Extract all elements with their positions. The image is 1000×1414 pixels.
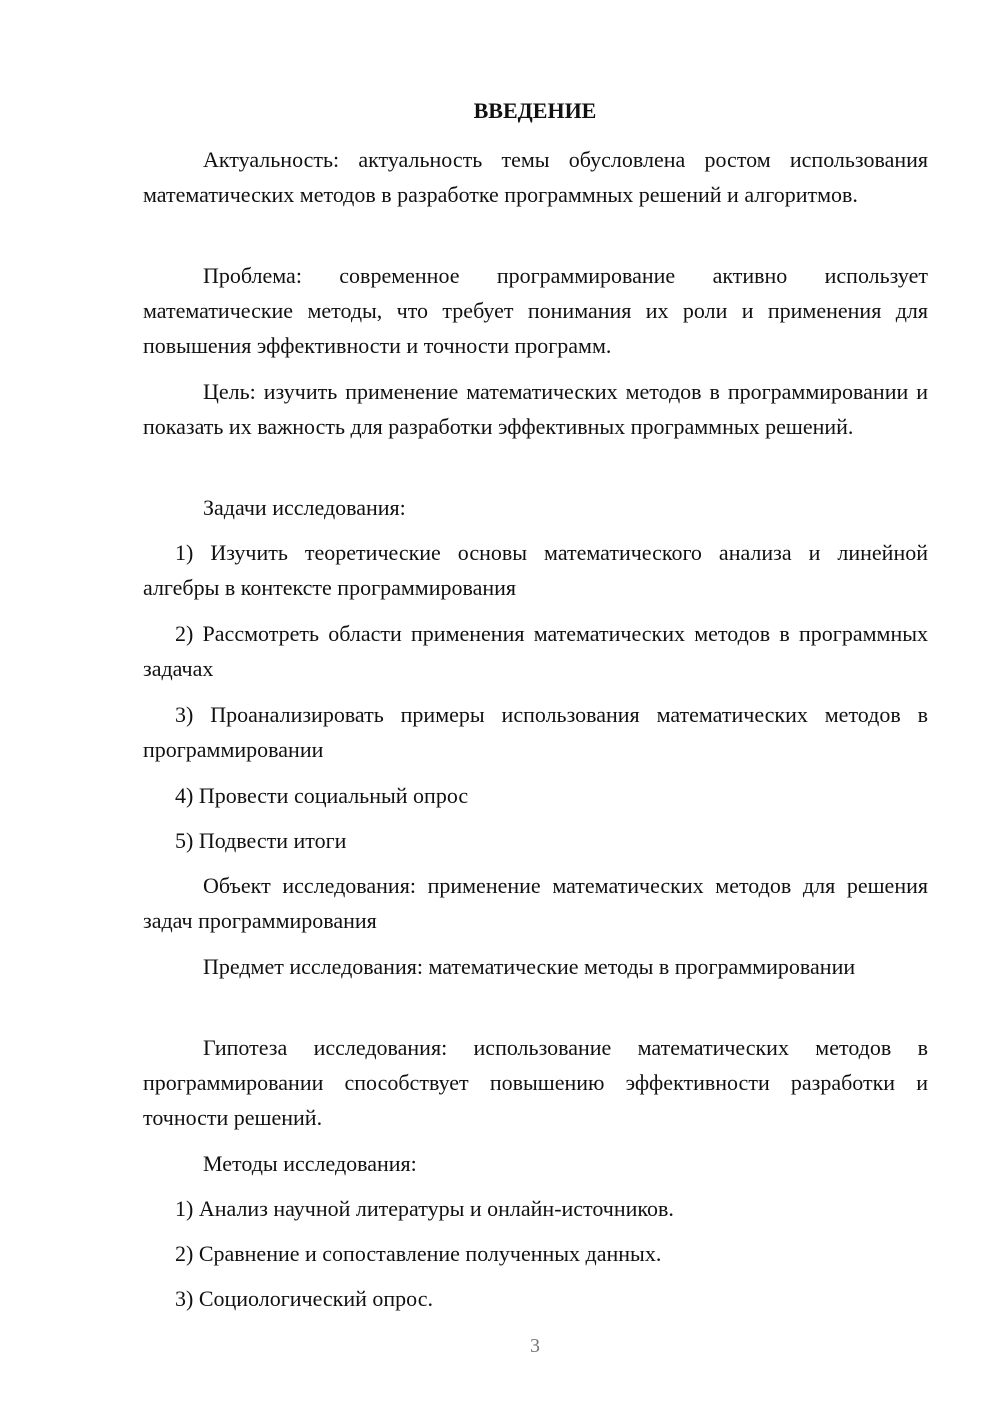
paragraph-subject: Предмет исследования: математические методы в программировании (203, 954, 856, 979)
task-item: 3) Проанализировать примеры использования математических методов в программировании (143, 702, 928, 762)
methods-heading: Методы исследования: (203, 1151, 417, 1176)
paragraph-relevance: Актуальность: актуальность темы обусловлена ростом использования математических методов в разработке программных решений и алгоритмов. (143, 147, 928, 207)
task-item: 2) Рассмотреть области применения математических методов в программных задачах (143, 621, 928, 681)
method-item: 3) Социологический опрос. (175, 1286, 433, 1311)
paragraph-object: Объект исследования: применение математических методов для решения задач программирования (143, 873, 928, 933)
page-title: ВВЕДЕНИЕ (473, 98, 597, 123)
method-item: 1) Анализ научной литературы и онлайн-источников. (175, 1196, 674, 1221)
tasks-heading: Задачи исследования: (203, 495, 406, 520)
task-item: 4) Провести социальный опрос (175, 783, 469, 808)
task-item: 1) Изучить теоретические основы математического анализа и линейной алгебры в контексте программирования (143, 540, 928, 600)
task-item: 5) Подвести итоги (175, 828, 347, 853)
method-item: 2) Сравнение и сопоставление полученных данных. (175, 1241, 662, 1266)
page-number: 3 (530, 1335, 540, 1357)
paragraph-hypothesis: Гипотеза исследования: использование математических методов в программировании способствует повышению эффективности разработки и точности решений. (143, 1035, 928, 1130)
paragraph-goal: Цель: изучить применение математических методов в программировании и показать их важность для разработки эффективных программных решений. (143, 379, 928, 439)
paragraph-problem: Проблема: современное программирование активно использует математические методы, что требует понимания их роли и применения для повышения эффективности и точности программ. (143, 263, 928, 358)
